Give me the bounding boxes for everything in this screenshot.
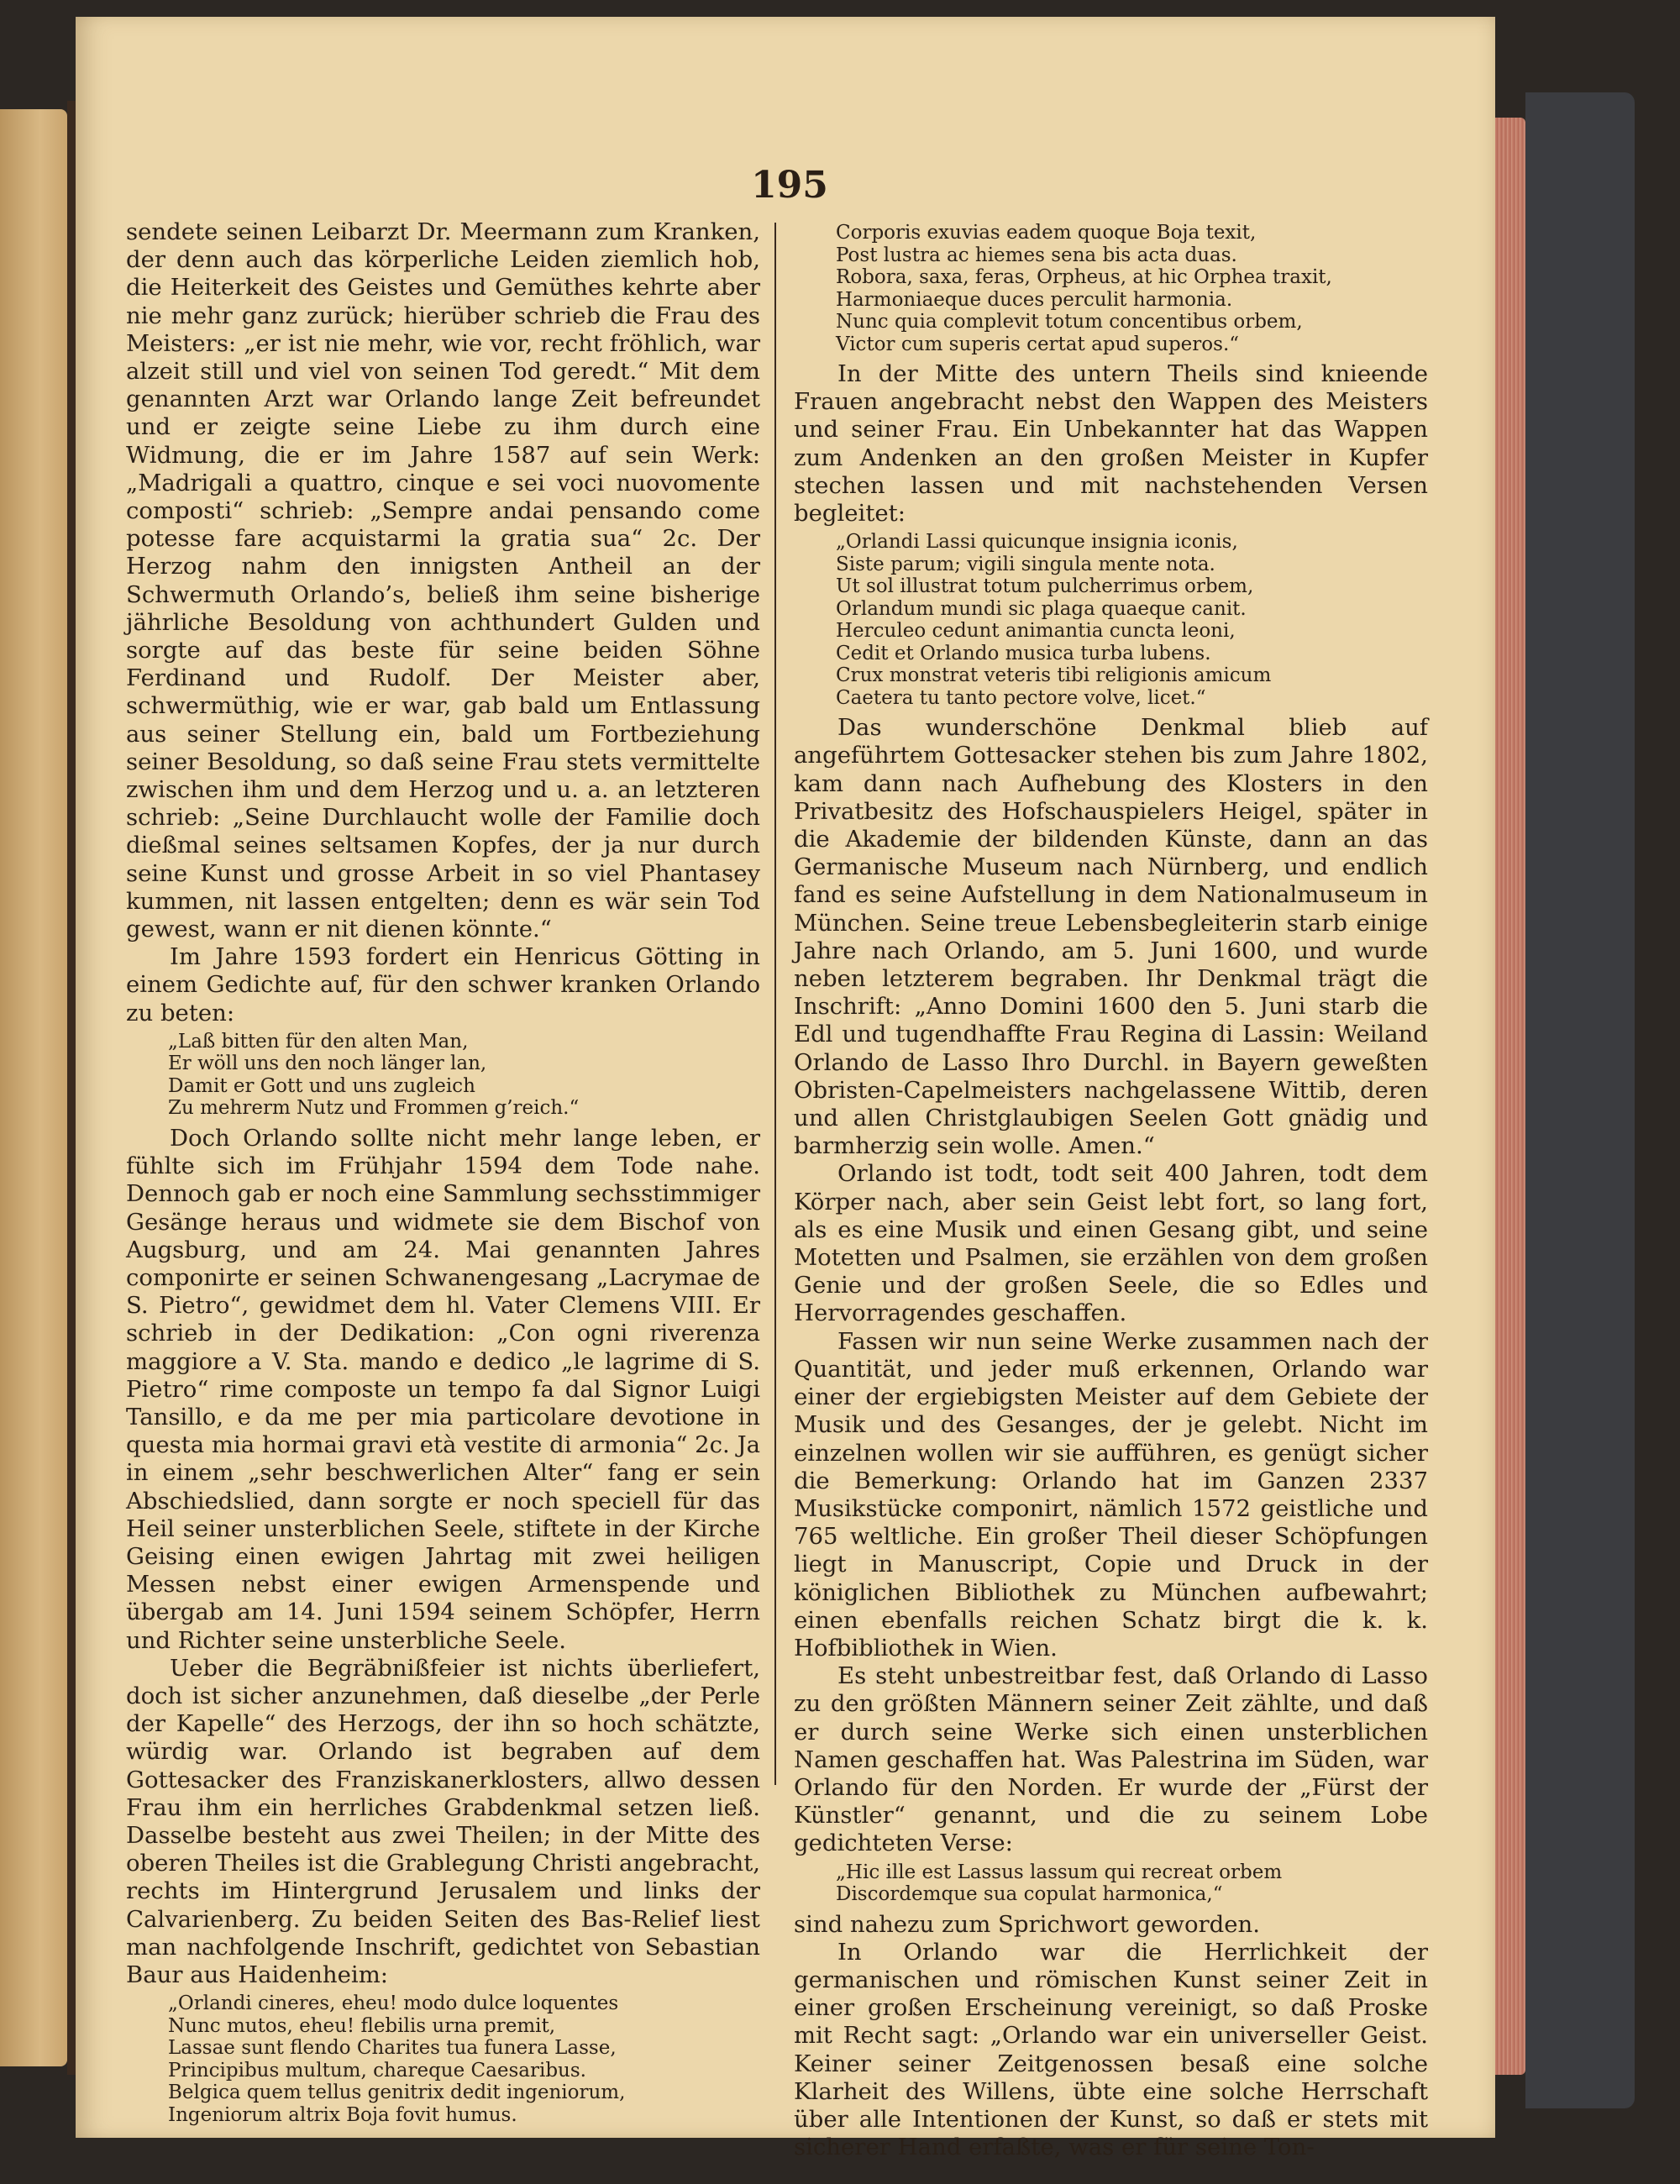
paragraph: In der Mitte des untern Theils sind knieende Frauen angebracht nebst den Wappen des Meisters und seiner Frau. Ein Unbekannter hat das Wappen zum Andenken an den großen Meister in Kupfer stechen lassen und mit nachstehenden Versen begleitet: (794, 360, 1428, 528)
verse-line: Victor cum superis certat apud superos.“ (836, 333, 1240, 355)
paragraph: Orlando ist todt, todt seit 400 Jahren, todt dem Körper nach, aber sein Geist lebt fort, so lang fort, als es eine Musik und einen Gesang gibt, und seine Motetten und Psalmen, sie erzählen von dem großen Genie und der großen Seele, die so Edles und Hervorragendes geschaffen. (794, 1160, 1428, 1327)
paragraph: sind nahezu zum Sprichwort geworden. (794, 1910, 1260, 1938)
verse-line: Er wöll uns den noch länger lan, (168, 1053, 487, 1075)
verse-line: Nunc quia complevit totum concentibus orbem, (836, 311, 1303, 333)
verse-line: Belgica quem tellus genitrix dedit ingeniorum, (168, 2082, 626, 2104)
verse-line: Post lustra ac hiemes sena bis acta duas. (836, 244, 1237, 266)
page-stack-edge (1495, 118, 1525, 2075)
paragraph: sendete seinen Leibarzt Dr. Meermann zum Kranken, der denn auch das körperliche Leiden ziemlich hob, die Heiterkeit des Geistes und Gemüthes kehrte aber nie mehr ganz zurück; hierüber schrieb die Frau des Meisters: „er ist nie mehr, wie vor, recht fröhlich, war alzeit still und viel von seinen Tod geredt.“ Mit dem genannten Arzt war Orlando lange Zeit befreundet und er zeigte seine Liebe zu ihm durch eine Widmung, die er im Jahre 1587 auf sein Werk: „Madrigali a quattro, cinque e sei voci nuovomente composti“ schrieb: „Sempre andai pensando come potesse fare acquistarmi la gratia sua“ 2c. Der Herzog nahm den innigsten Antheil an der Schwermuth Orlando’s, beließ ihm seine bisherige jährliche Besoldung von achthundert Gulden und sorgte auf das beste für seine beiden Söhne Ferdinand und Rudolf. Der Meister aber, schwermüthig, wie er war, gab bald um Entlassung aus seiner Stellung ein, bald um Fortbeziehung seiner Besoldung, so daß seine Frau stets vermittelte zwischen ihm und dem Herzog und u. a. an letzteren schrieb: „Seine Durchlaucht wolle der Familie doch dießmal seines seltsamen Kopfes, der ja nur durch seine Kunst und grosse Arbeit in so viel Phantasey kummen, nit lassen entgelten; denn es wär sein Tod gewest, wann er nit dienen könnte.“ (126, 218, 760, 943)
paragraph: Das wunderschöne Denkmal blieb auf angeführtem Gottesacker stehen bis zum Jahre 1802, kam dann nach Aufhebung des Klosters in den Privatbesitz des Hofschauspielers Heigel, später in die Akademie der bildenden Künste, dann an das Germanische Museum nach Nürnberg, und endlich fand es seine Aufstellung in dem Nationalmuseum in München. Seine treue Lebensbegleiterin starb einige Jahre nach Orlando, am 5. Juni 1600, und wurde neben letzterem begraben. Ihr Denkmal trägt die Inschrift: „Anno Domini 1600 den 5. Juni starb die Edl und tugendhaffte Frau Regina di Lassin: Weiland Orlando de Lasso Ihro Durchl. in Bayern geweßten Obristen-Capelmeisters nachgelassene Wittib, deren und allen Christglaubigen Seelen Gott gnädig und barmherzig sein wolle. Amen.“ (794, 714, 1428, 1160)
verse-line: Orlandum mundi sic plaga quaeque canit. (836, 597, 1247, 620)
paragraph: Es steht unbestreitbar fest, daß Orlando di Lasso zu den größten Männern seiner Zeit zählte, und daß er durch seine Werke sich einen unsterblichen Namen geschaffen hat. Was Palestrina im Süden, war Orlando für den Norden. Er wurde der „Fürst der Künstler“ genannt, und die zu seinem Lobe gedichteten Verse: (794, 1662, 1428, 1857)
verse-line: Caetera tu tanto pectore volve, licet.“ (836, 686, 1206, 709)
verse-block (168, 1031, 760, 1120)
verse-line: Lassae sunt flendo Charites tua funera Lasse, (168, 2037, 617, 2060)
paragraph: In Orlando war die Herrlichkeit der germanischen und römischen Kunst seiner Zeit in einer großen Erscheinung vereinigt, so daß Proske mit Recht sagt: „Orlando war ein universeller Geist. Keiner seiner Zeitgenossen besaß eine solche Klarheit des Willens, übte eine solche Herrschaft über alle Intentionen der Kunst, so daß er stets mit sicherer Hand erfaßte, was er für seine Ton- (794, 1938, 1428, 2161)
book-gutter (67, 101, 76, 2075)
verse-line: Ingeniorum altrix Boja fovit humus. (168, 2103, 517, 2126)
column-divider (774, 223, 776, 1785)
verse-line: „Orlandi Lassi quicunque insignia iconis, (836, 531, 1238, 554)
verse-line: Herculeo cedunt animantia cuncta leoni, (836, 620, 1236, 643)
verse-line: Crux monstrat veteris tibi religionis amicum (836, 664, 1272, 687)
verse-block (836, 222, 1428, 355)
page-number: 195 (751, 164, 828, 207)
text-column-right (794, 218, 1428, 2161)
verse-line: Ut sol illustrat totum pulcherrimus orbem, (836, 575, 1254, 598)
verse-line: Discordemque sua copulat harmonica,“ (836, 1883, 1223, 1906)
verse-line: Principibus multum, chareque Caesaribus. (168, 2059, 586, 2082)
verse-line: „Orlandi cineres, eheu! modo dulce loquentes (168, 1992, 619, 2015)
verse-line: Cedit et Orlando musica turba lubens. (836, 642, 1211, 664)
verse-line: Harmoniaeque duces perculit harmonia. (836, 288, 1233, 311)
verse-line: „Laß bitten für den alten Man, (168, 1030, 469, 1053)
verse-block (836, 1861, 1428, 1906)
verse-line: Corporis exuvias eadem quoque Boja texit, (836, 222, 1257, 244)
verse-line: Zu mehrerm Nutz und Frommen g’reich.“ (168, 1097, 580, 1120)
paragraph: Ueber die Begräbnißfeier ist nichts überliefert, doch ist sicher anzunehmen, daß dieselbe „der Perle der Kapelle“ des Herzogs, der ihn so hoch schätzte, würdig war. Orlando ist begraben auf dem Gottesacker des Franziskanerklosters, allwo dessen Frau ihm ein herrliches Grabdenkmal setzen ließ. Dasselbe besteht aus zwei Theilen; in der Mitte des oberen Theiles ist die Grablegung Christi angebracht, rechts im Hintergrund Jerusalem und links der Calvarienberg. Zu beiden Seiten des Bas-Relief liest man nachfolgende Inschrift, gedichtet von Sebastian Baur aus Haidenheim: (126, 1654, 760, 1988)
left-page-edge (0, 109, 67, 2066)
verse-block (836, 531, 1428, 709)
book-cover (1525, 92, 1635, 2108)
verse-line: Siste parum; vigili singula mente nota. (836, 553, 1215, 575)
verse-line: Robora, saxa, feras, Orpheus, at hic Orphea traxit, (836, 266, 1332, 288)
paragraph: Im Jahre 1593 fordert ein Henricus Götting in einem Gedichte auf, für den schwer kranken Orlando zu beten: (126, 943, 760, 1026)
verse-line: Nunc mutos, eheu! flebilis urna premit, (168, 2014, 556, 2037)
paragraph: Doch Orlando sollte nicht mehr lange leben, er fühlte sich im Frühjahr 1594 dem Tode nahe. Dennoch gab er noch eine Sammlung sechsstimmiger Gesänge heraus und widmete sie dem Bischof von Augsburg, und am 24. Mai genannten Jahres componirte er seinen Schwanengesang „Lacrymae de S. Pietro“, gewidmet dem hl. Vater Clemens VIII. Er schrieb in der Dedikation: „Con ogni riverenza maggiore a V. Sta. mando e dedico „le lagrime di S. Pietro“ rime composte un tempo fa dal Signor Luigi Tansillo, e da me per mia particolare devotione in questa mia hormai gravi età vestite di armonia“ 2c. Ja in einem „sehr beschwerlichen Alter“ fang er sein Abschiedslied, dann sorgte er noch speciell für das Heil seiner unsterblichen Seele, stiftete in der Kirche Geising einen ewigen Jahrtag mit zwei heiligen Messen nebst einer ewigen Armenspende und übergab am 14. Juni 1594 seinem Schöpfer, Herrn und Richter seine unsterbliche Seele. (126, 1124, 760, 1654)
verse-block (168, 1992, 760, 2126)
paragraph: Fassen wir nun seine Werke zusammen nach der Quantität, und jeder muß erkennen, Orlando war einer der ergiebigsten Meister auf dem Gebiete der Musik und des Gesanges, der je gelebt. Nicht im einzelnen wollen wir sie aufführen, es genügt sicher die Bemerkung: Orlando hat im Ganzen 2337 Musikstücke componirt, nämlich 1572 geistliche und 765 weltliche. Ein großer Theil dieser Schöpfungen liegt in Manuscript, Copie und Druck in der königlichen Bibliothek zu München aufbewahrt; einen ebenfalls reichen Schatz birgt die k. k. Hofbibliothek in Wien. (794, 1327, 1428, 1662)
verse-line: „Hic ille est Lassus lassum qui recreat orbem (836, 1861, 1283, 1883)
text-column-left (126, 218, 760, 2126)
verse-line: Damit er Gott und uns zugleich (168, 1074, 475, 1097)
